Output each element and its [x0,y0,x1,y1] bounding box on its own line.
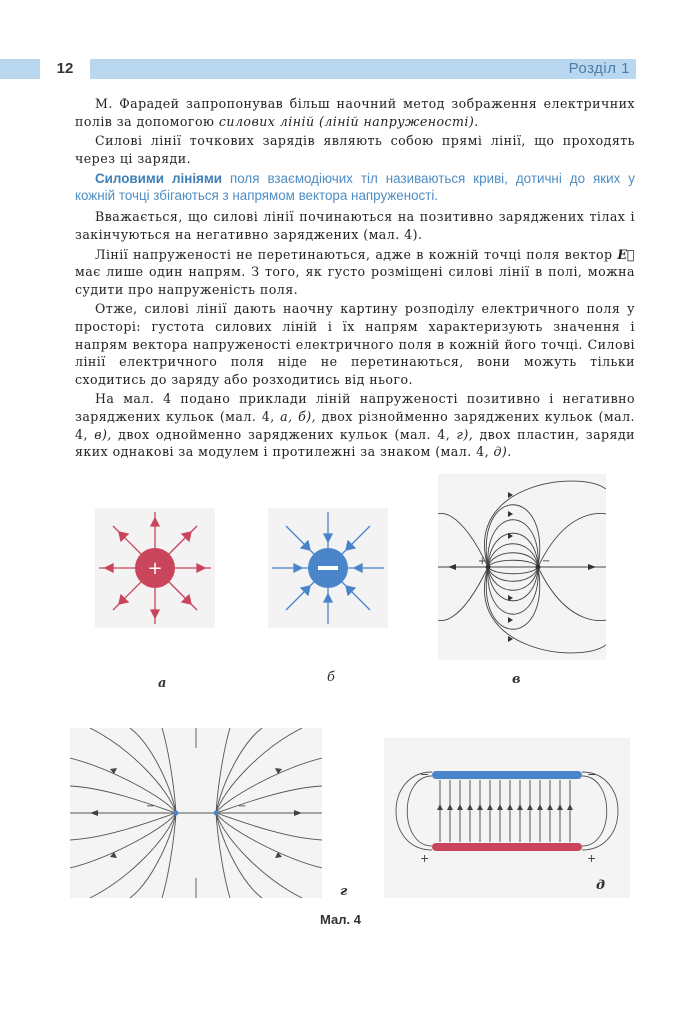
paragraph-3: Вважається, що силові лінії починаються на позитивно заряджених тілах і закінчуються на негативно заряджених (мал. 4). [75,209,635,242]
header-band [0,59,636,79]
svg-text:−: − [238,801,247,812]
figure-d-parallel-plates [384,738,630,898]
paragraph-6: На мал. 4 подано приклади ліній напруженості позитивно і негативно заряджених кульок (мал. 4, а, б), двох різнойменно заряджених кульок (мал. 4, в), двох однойменно заряджених кульок (мал. 4, г), двох пластин, заряди яких однакові за модулем і протилежні за знаком (мал. 4, д). [75,391,635,460]
svg-text:−: − [587,768,597,781]
figure-g-like-charges [70,728,322,898]
figure-g-label: г [340,884,348,899]
body-text [75,95,635,463]
figure-v-dipole [438,474,606,660]
figure-a-label: а [158,676,167,691]
paragraph-5: Отже, силові лінії дають наочну картину розподілу електричного поля у просторі: густота силових ліній і їх напрям характеризують значення і напрям вектора напруженості електричного поля в кожній його точці. Силові лінії електричного поля ніде не перетинаються, вони можуть тільки сходитись до заряду або розходитись від нього. [75,301,635,387]
svg-text:+: + [147,558,163,579]
figure-v-label: в [512,672,521,687]
paragraph-4: Лінії напруженості не перетинаються, адже в кожній точці поля вектор E⃗ має лише один напрям. З того, як густо розміщені силові лінії в полі, можна судити про напруженість поля. [75,246,635,297]
paragraph-1: М. Фарадей запропонував більш наочний метод зображення електричних полів за допомогою силових ліній (ліній напруженості). [75,96,635,129]
svg-text:+: + [587,852,597,865]
svg-text:+: + [420,852,430,865]
svg-text:−: − [420,768,430,781]
section-title: Розділ 1 [568,60,630,77]
figure-a-positive-charge [95,508,215,628]
definition: Силовими лініями поля взаємодіючих тіл називаються криві, дотичні до яких у кожній точці збігаються з напрямом вектора напруженості. [75,171,635,204]
svg-text:−: − [542,556,551,567]
svg-text:−: − [146,801,155,812]
figure-d-label: д [596,878,606,893]
figure-caption: Мал. 4 [320,912,361,927]
paragraph-2: Силові лінії точкових зарядів являють собою прямі лінії, що проходять через ці заряди. [75,133,635,166]
figure-b-label: б [327,670,335,685]
page-number: 12 [40,58,90,80]
svg-text:+: + [478,556,487,567]
figure-b-negative-charge [268,508,388,628]
